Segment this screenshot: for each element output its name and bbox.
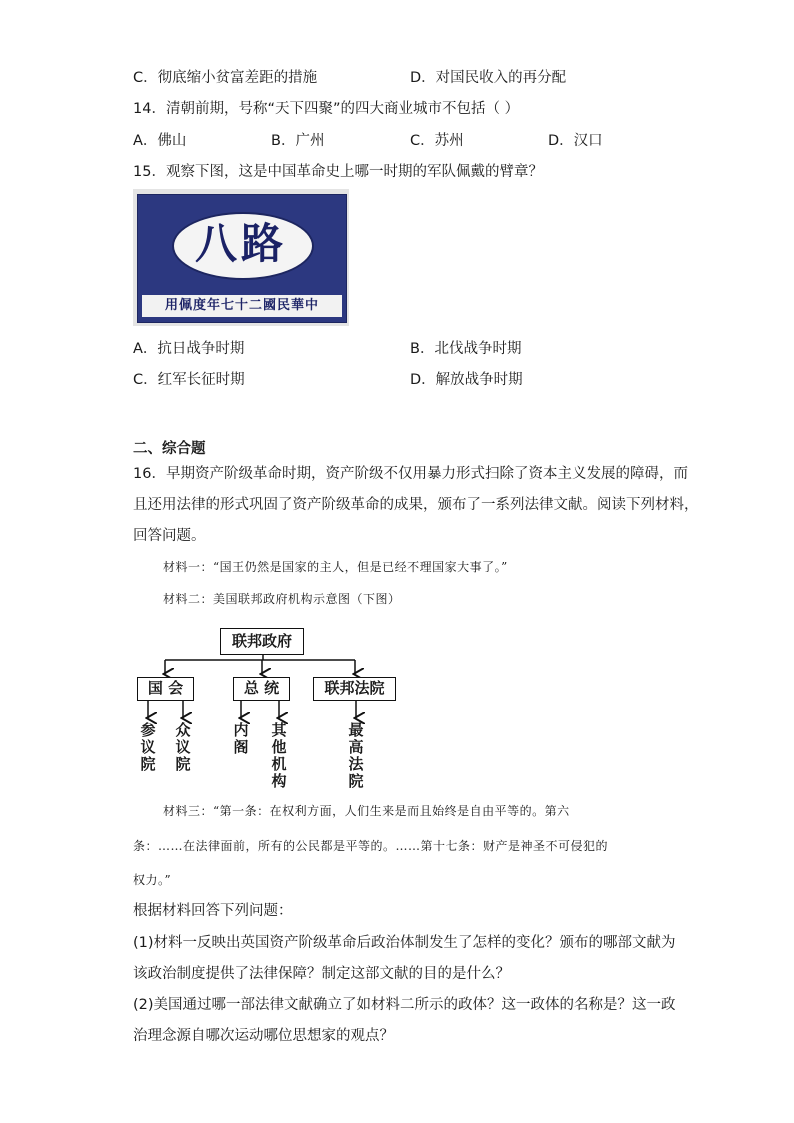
q14-option-c: C．苏州 bbox=[410, 133, 464, 149]
q14-option-d: D．汉口 bbox=[548, 133, 603, 149]
diagram-other-agencies: 其他机构 bbox=[271, 721, 287, 790]
sub-question-2-line-2: 治理念源自哪次运动哪位思想家的观点？ bbox=[133, 1028, 394, 1044]
sub-question-1-line-2: 该政治制度提供了法律保障？制定这部文献的目的是什么？ bbox=[133, 966, 510, 982]
armband-image bbox=[133, 189, 349, 326]
sub-question-2-line-1: (2)美国通过哪一部法律文献确立了如材料二所示的政体？这一政体的名称是？这一政 bbox=[133, 997, 676, 1013]
q16-line-1: 16．早期资产阶级革命时期，资产阶级不仅用暴力形式扫除了资本主义发展的障碍，而 bbox=[133, 466, 688, 482]
diagram-house: 众议院 bbox=[175, 721, 191, 773]
q14-option-a: A．佛山 bbox=[133, 133, 187, 149]
q15-option-c: C．红军长征时期 bbox=[133, 372, 245, 388]
q14-stem: 14．清朝前期，号称“天下四聚”的四大商业城市不包括（ ） bbox=[133, 101, 520, 117]
material-3-line-3: 权力。” bbox=[133, 873, 172, 887]
diagram-court-box: 联邦法院 bbox=[313, 677, 396, 701]
diagram-cabinet: 内阁 bbox=[233, 721, 249, 756]
diagram-senate: 参议院 bbox=[140, 721, 156, 773]
q16-line-3: 回答问题。 bbox=[133, 528, 206, 544]
diagram-supreme-court: 最高法院 bbox=[348, 721, 364, 790]
material-3-line-2: 条：……在法律面前，所有的公民都是平等的。……第十七条：财产是神圣不可侵犯的 bbox=[133, 839, 609, 853]
material-3-line-1: 材料三：“第一条：在权利方面，人们生来是而且始终是自由平等的。第六 bbox=[163, 804, 570, 818]
material-2: 材料二：美国联邦政府机构示意图（下图） bbox=[163, 592, 401, 606]
q13-option-c: C．彻底缩小贫富差距的措施 bbox=[133, 70, 318, 86]
diagram-congress-box: 国 会 bbox=[137, 677, 194, 701]
armband-sub-text: 中華民國二十七年度佩用 bbox=[164, 298, 319, 313]
q15-option-a: A．抗日战争时期 bbox=[133, 341, 245, 357]
material-1: 材料一：“国王仍然是国家的主人，但是已经不理国家大事了。” bbox=[163, 560, 508, 574]
sub-question-1-line-1: (1)材料一反映出英国资产阶级革命后政治体制发生了怎样的变化？颁布的哪部文献为 bbox=[133, 935, 676, 951]
diagram-root-box: 联邦政府 bbox=[220, 628, 304, 655]
diagram-president-box: 总 统 bbox=[233, 677, 290, 701]
q15-stem: 15．观察下图，这是中国革命史上哪一时期的军队佩戴的臂章？ bbox=[133, 164, 543, 180]
armband-main-text: 八路 bbox=[194, 219, 287, 268]
q13-option-d: D．对国民收入的再分配 bbox=[410, 70, 567, 86]
q15-option-b: B．北伐战争时期 bbox=[410, 341, 522, 357]
q16-line-2: 且还用法律的形式巩固了资产阶级革命的成果，颁布了一系列法律文献。阅读下列材料， bbox=[133, 497, 699, 513]
q15-option-d: D．解放战争时期 bbox=[410, 372, 523, 388]
section-title: 二、综合题 bbox=[133, 441, 206, 457]
answer-prompt: 根据材料回答下列问题： bbox=[133, 903, 293, 919]
q14-option-b: B．广州 bbox=[271, 133, 325, 149]
